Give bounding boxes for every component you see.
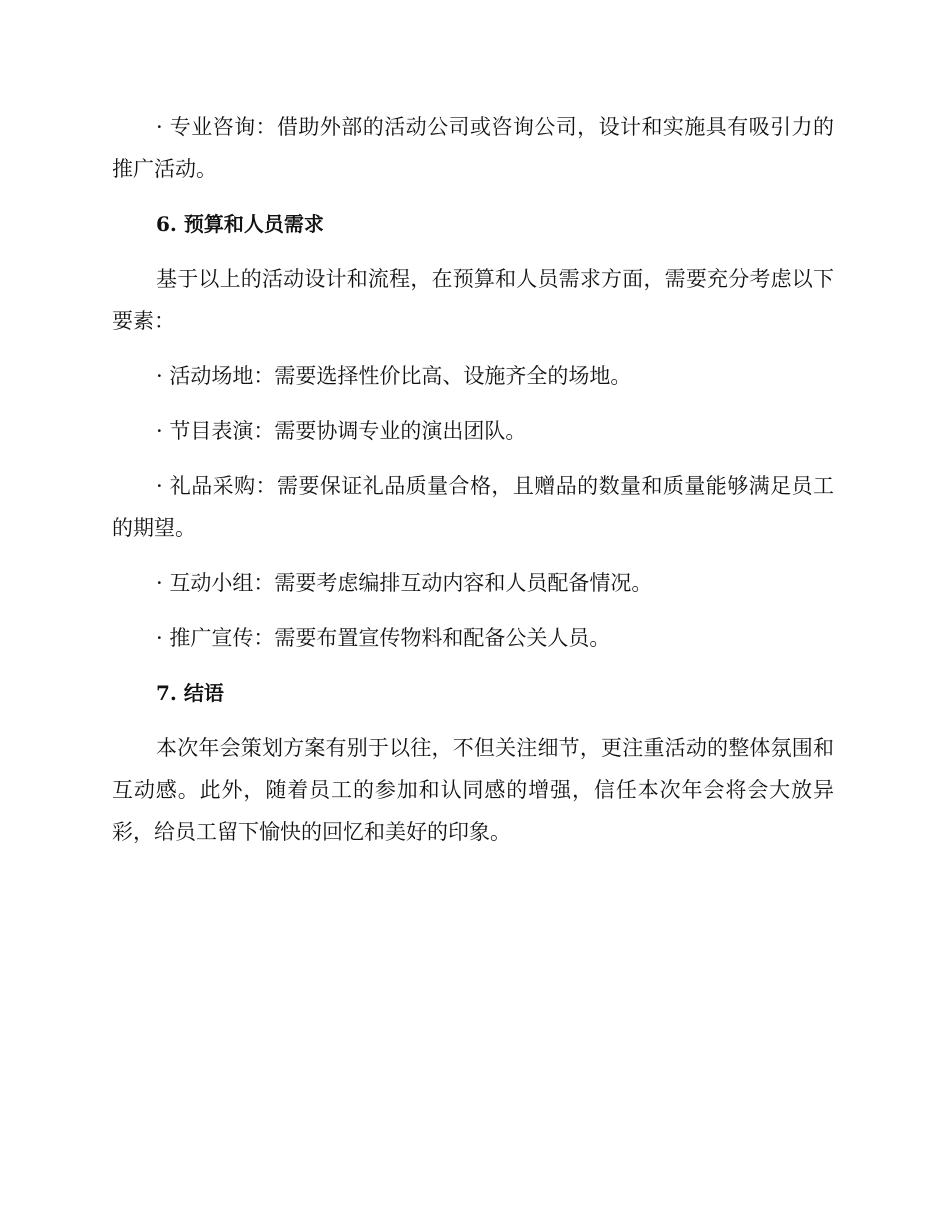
bullet-performance: · 节目表演：需要协调专业的演出团队。 xyxy=(156,419,527,443)
bullet-interactive-group: · 互动小组：需要考虑编排互动内容和人员配备情况。 xyxy=(156,571,653,595)
document-body xyxy=(112,106,834,853)
bullet-gift-purchase: · 礼品采购：需要保证礼品质量合格，且赠品的数量和质量能够满足员工的期望。 xyxy=(112,474,834,540)
bullet-professional-consulting: · 专业咨询：借助外部的活动公司或咨询公司，设计和实施具有吸引力的推广活动。 xyxy=(112,115,834,181)
conclusion-paragraph: 本次年会策划方案有别于以往，不但关注细节，更注重活动的整体氛围和互动感。此外，随着员工的参加和认同感的增强，信任本次年会将会大放异彩，给员工留下愉快的回忆和美好的印象。 xyxy=(112,736,834,844)
section-heading-budget: 6. 预算和人员需求 xyxy=(156,212,324,236)
section-heading-conclusion: 7. 结语 xyxy=(156,681,224,705)
budget-intro-paragraph: 基于以上的活动设计和流程，在预算和人员需求方面，需要充分考虑以下要素： xyxy=(112,267,834,333)
bullet-venue: · 活动场地：需要选择性价比高、设施齐全的场地。 xyxy=(156,364,632,388)
bullet-promotion: · 推广宣传：需要布置宣传物料和配备公关人员。 xyxy=(156,626,611,650)
